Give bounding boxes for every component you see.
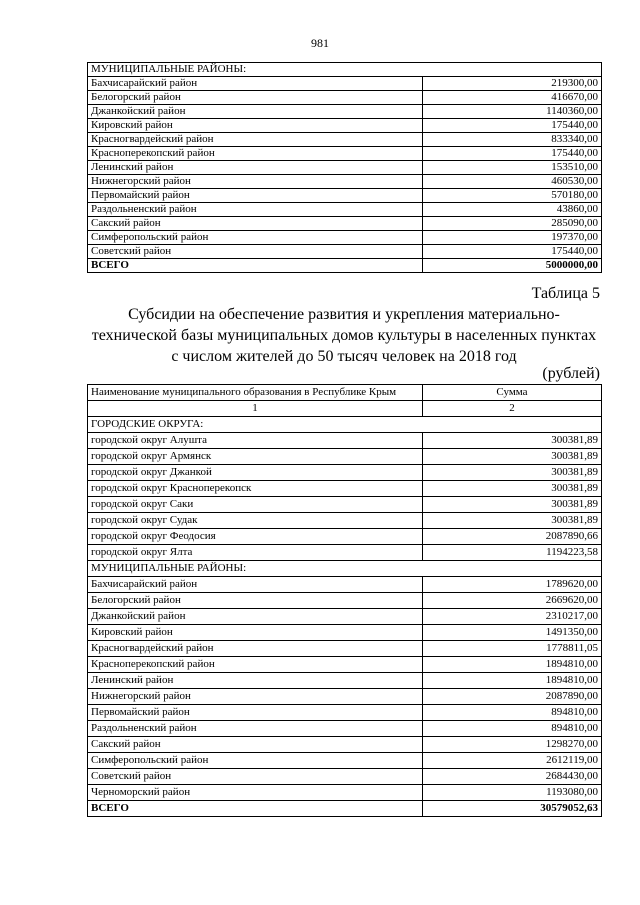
total-row (88, 259, 602, 273)
district-name: Белогорский район (88, 91, 423, 105)
amount-cell: 300381,89 (423, 497, 602, 513)
amount-cell: 153510,00 (423, 161, 602, 175)
table-row (88, 609, 602, 625)
table-row (88, 449, 602, 465)
district-name: Советский район (88, 769, 423, 785)
table-row (88, 769, 602, 785)
table-row (88, 737, 602, 753)
amount-cell: 300381,89 (423, 481, 602, 497)
district-name: Кировский район (88, 625, 423, 641)
table-row (88, 133, 602, 147)
city-name: городской округ Армянск (88, 449, 423, 465)
amount-cell: 1789620,00 (423, 577, 602, 593)
table-row (88, 641, 602, 657)
table-row (88, 593, 602, 609)
district-name: Ленинский район (88, 673, 423, 689)
table-row (88, 689, 602, 705)
amount-cell: 1194223,58 (423, 545, 602, 561)
amount-cell: 1894810,00 (423, 673, 602, 689)
district-name: Симферопольский район (88, 753, 423, 769)
table-row (88, 203, 602, 217)
amount-cell: 1491350,00 (423, 625, 602, 641)
amount-cell: 1140360,00 (423, 105, 602, 119)
table-row (88, 433, 602, 449)
amount-cell: 2612119,00 (423, 753, 602, 769)
header-row (88, 385, 602, 401)
table-row (88, 753, 602, 769)
table-row (88, 513, 602, 529)
amount-cell: 175440,00 (423, 147, 602, 161)
table-row (88, 545, 602, 561)
amount-cell: 219300,00 (423, 77, 602, 91)
district-name: Раздольненский район (88, 203, 423, 217)
header-sum: Сумма (423, 385, 602, 401)
amount-cell: 2310217,00 (423, 609, 602, 625)
total-label: ВСЕГО (88, 801, 423, 817)
district-name: Раздольненский район (88, 721, 423, 737)
amount-cell: 894810,00 (423, 721, 602, 737)
section-row (88, 63, 602, 77)
table-label: Таблица 5 (531, 285, 600, 302)
district-name: Сакский район (88, 737, 423, 753)
table-row (88, 189, 602, 203)
city-name: городской округ Джанкой (88, 465, 423, 481)
amount-cell: 300381,89 (423, 449, 602, 465)
table-row (88, 105, 602, 119)
district-name: Белогорский район (88, 593, 423, 609)
section-label: МУНИЦИПАЛЬНЫЕ РАЙОНЫ: (88, 561, 602, 577)
section-row (88, 417, 602, 433)
amount-cell: 1894810,00 (423, 657, 602, 673)
amount-cell: 300381,89 (423, 513, 602, 529)
district-name: Кировский район (88, 119, 423, 133)
district-name: Джанкойский район (88, 609, 423, 625)
amount-cell: 1193080,00 (423, 785, 602, 801)
section-row (88, 561, 602, 577)
table-row (88, 465, 602, 481)
table-row (88, 231, 602, 245)
district-name: Бахчисарайский район (88, 577, 423, 593)
city-name: городской округ Алушта (88, 433, 423, 449)
city-name: городской округ Феодосия (88, 529, 423, 545)
amount-cell: 2087890,66 (423, 529, 602, 545)
amount-cell: 2087890,00 (423, 689, 602, 705)
table-row (88, 577, 602, 593)
amount-cell: 416670,00 (423, 91, 602, 105)
table-row (88, 481, 602, 497)
table-row (88, 625, 602, 641)
district-name: Сакский район (88, 217, 423, 231)
district-name: Красноперекопский район (88, 147, 423, 161)
table-row (88, 705, 602, 721)
table-row (88, 529, 602, 545)
amount-cell: 300381,89 (423, 433, 602, 449)
amount-cell: 175440,00 (423, 245, 602, 259)
amount-cell: 43860,00 (423, 203, 602, 217)
column-number: 1 (88, 401, 423, 417)
table-row (88, 785, 602, 801)
district-name: Советский район (88, 245, 423, 259)
table-row (88, 673, 602, 689)
total-label: ВСЕГО (88, 259, 423, 273)
total-amount: 5000000,00 (423, 259, 602, 273)
amount-cell: 197370,00 (423, 231, 602, 245)
district-name: Первомайский район (88, 705, 423, 721)
table-row (88, 497, 602, 513)
district-name: Черноморский район (88, 785, 423, 801)
section-label: МУНИЦИПАЛЬНЫЕ РАЙОНЫ: (88, 63, 602, 77)
section-label: ГОРОДСКИЕ ОКРУГА: (88, 417, 602, 433)
district-name: Красногвардейский район (88, 641, 423, 657)
table-title: Субсидии на обеспечение развития и укрепления материально-технической базы муниципальных домов культуры в населенных пунктах с числом жителей до 50 тысяч человек на 2018 год (91, 306, 597, 365)
total-row (88, 801, 602, 817)
table-row (88, 77, 602, 91)
district-name: Ленинский район (88, 161, 423, 175)
amount-cell: 285090,00 (423, 217, 602, 231)
district-name: Бахчисарайский район (88, 77, 423, 91)
amount-cell: 570180,00 (423, 189, 602, 203)
table-row (88, 217, 602, 231)
district-name: Красногвардейский район (88, 133, 423, 147)
subsidy-table (87, 384, 602, 817)
table-row (88, 175, 602, 189)
page-number: 981 (311, 36, 329, 50)
amount-cell: 894810,00 (423, 705, 602, 721)
city-name: городской округ Саки (88, 497, 423, 513)
table-row (88, 245, 602, 259)
district-name: Нижнегорский район (88, 175, 423, 189)
district-name: Нижнегорский район (88, 689, 423, 705)
table-row (88, 657, 602, 673)
amount-cell: 833340,00 (423, 133, 602, 147)
table-row (88, 161, 602, 175)
table-row (88, 721, 602, 737)
table-row (88, 91, 602, 105)
city-name: городской округ Ялта (88, 545, 423, 561)
amount-cell: 1778811,05 (423, 641, 602, 657)
unit-label: (рублей) (542, 365, 600, 382)
amount-cell: 2669620,00 (423, 593, 602, 609)
city-name: городской округ Судак (88, 513, 423, 529)
table-row (88, 147, 602, 161)
column-number: 2 (423, 401, 602, 417)
district-name: Красноперекопский район (88, 657, 423, 673)
amount-cell: 2684430,00 (423, 769, 602, 785)
amount-cell: 300381,89 (423, 465, 602, 481)
district-name: Симферопольский район (88, 231, 423, 245)
total-amount: 30579052,63 (423, 801, 602, 817)
header-name: Наименование муниципального образования в Республике Крым (88, 385, 423, 401)
district-name: Джанкойский район (88, 105, 423, 119)
city-name: городской округ Красноперекопск (88, 481, 423, 497)
amount-cell: 1298270,00 (423, 737, 602, 753)
subsidy-table-continued (87, 62, 602, 273)
column-number-row (88, 401, 602, 417)
district-name: Первомайский район (88, 189, 423, 203)
amount-cell: 175440,00 (423, 119, 602, 133)
amount-cell: 460530,00 (423, 175, 602, 189)
table-row (88, 119, 602, 133)
